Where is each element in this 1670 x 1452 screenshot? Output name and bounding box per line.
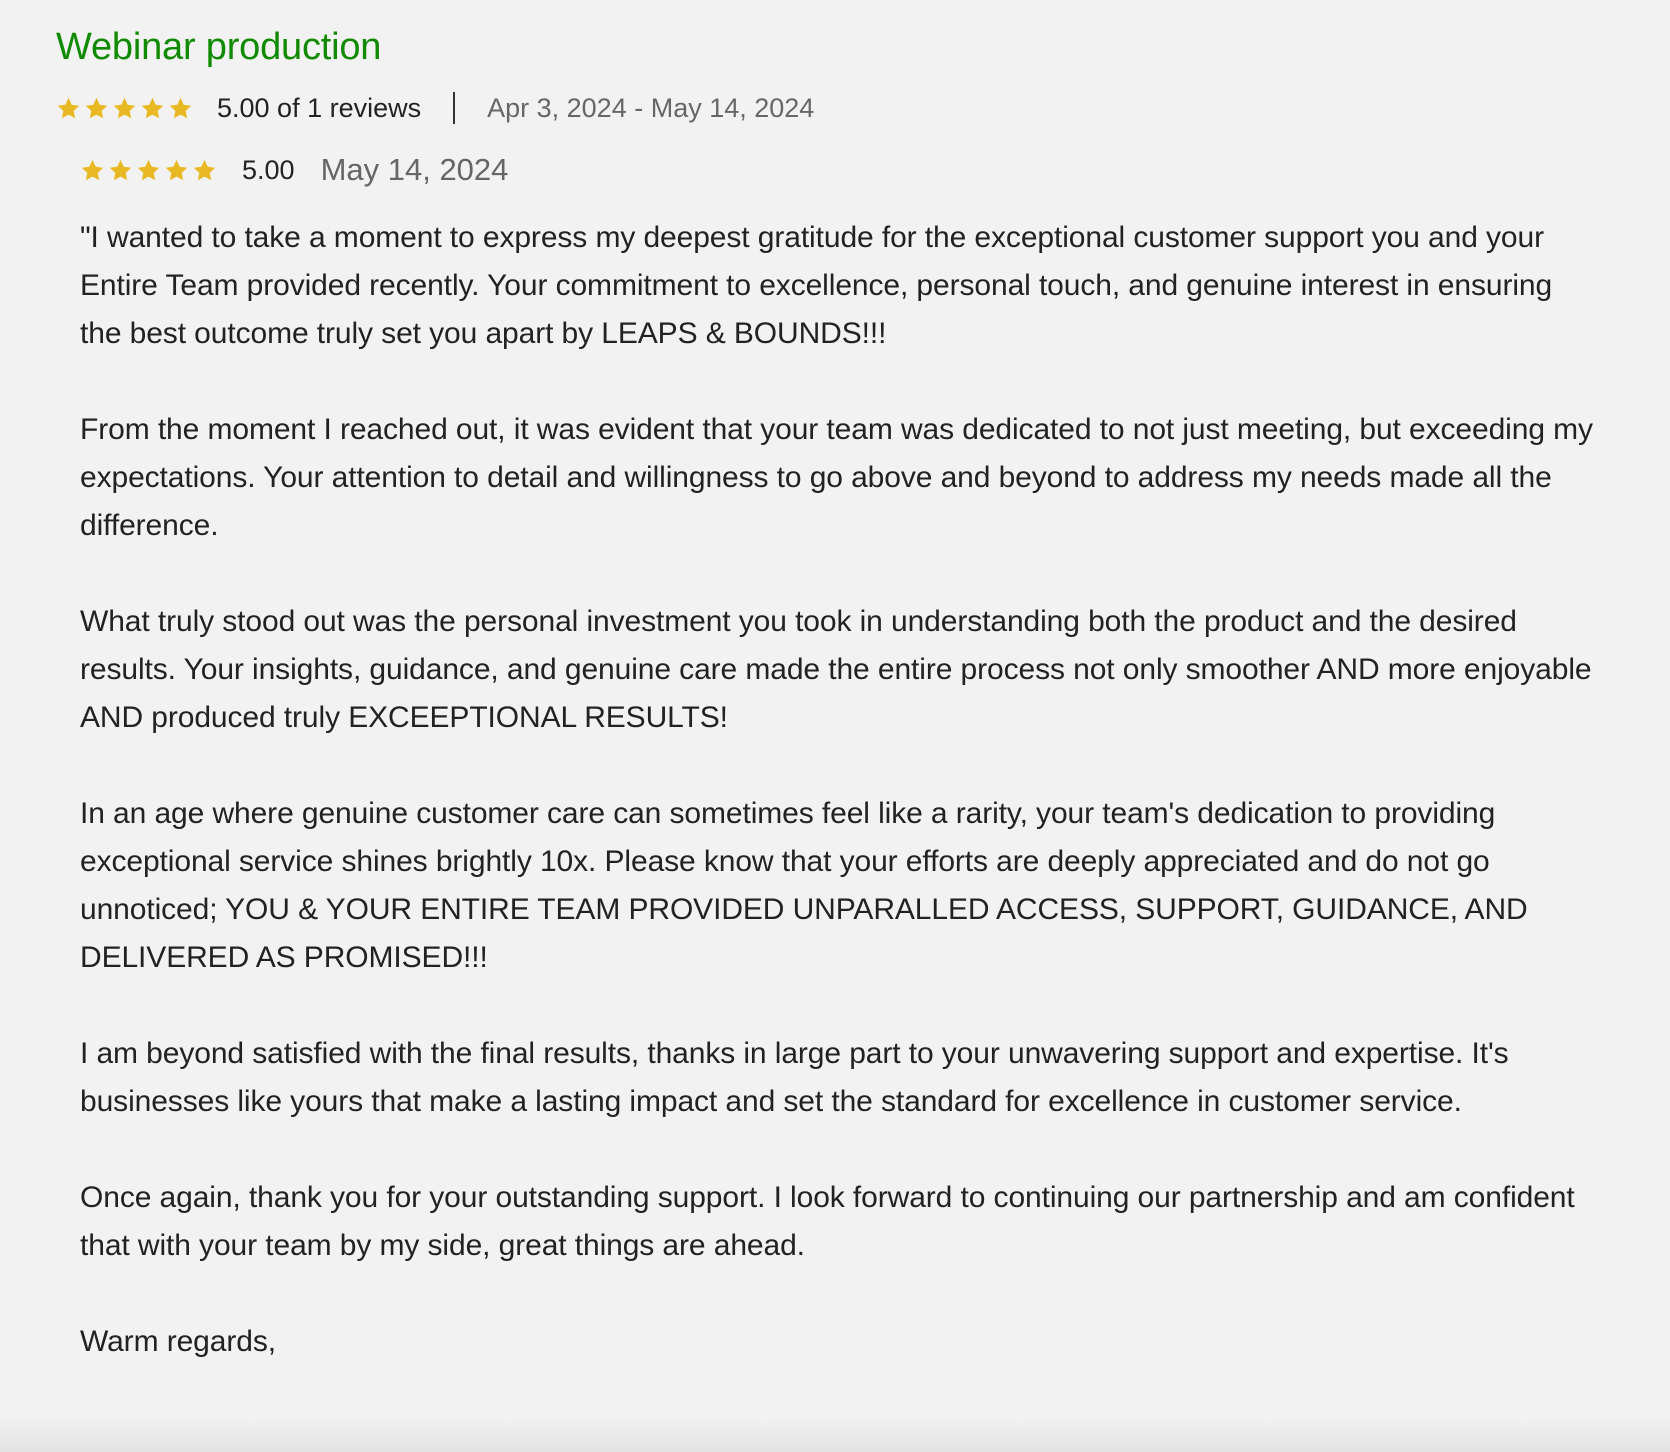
review-paragraph: I am beyond satisfied with the final results, thanks in large part to your unwavering support and expertise. It's businesses like yours that make a lasting impact and set the standard for excellence in customer service. [80, 1037, 1509, 1118]
summary-star-rating [56, 96, 193, 121]
star-icon [136, 158, 161, 183]
review-text [80, 214, 1600, 1366]
star-icon [192, 158, 217, 183]
summary-rating-text: 5.00 of 1 reviews [217, 92, 422, 123]
scroll-fade [0, 1418, 1670, 1452]
rating-summary [56, 88, 1616, 128]
contract-date-range: Apr 3, 2024 - May 14, 2024 [487, 92, 815, 123]
star-icon [112, 96, 137, 121]
divider [453, 92, 455, 124]
review-paragraph: From the moment I reached out, it was evident that your team was dedicated to not just meeting, but exceeding my expectations. Your attention to detail and willingness to go above and beyond to address my needs made all the difference. [80, 413, 1593, 542]
review-star-rating [80, 158, 217, 183]
star-icon [56, 96, 81, 121]
review-header [80, 148, 1616, 192]
star-icon [80, 158, 105, 183]
star-icon [84, 96, 109, 121]
job-title-link[interactable]: Webinar production [56, 26, 382, 68]
review-paragraph: Once again, thank you for your outstanding support. I look forward to continuing our partnership and am confident that with your team by my side, great things are ahead. [80, 1181, 1575, 1262]
review-paragraph: In an age where genuine customer care can sometimes feel like a rarity, your team's dedication to providing exceptional service shines brightly 10x. Please know that your efforts are deeply appreciated and do not go unnoticed; YOU & YOUR ENTIRE TEAM PROVIDED UNPARALLED ACCESS, SUPPORT, GUIDANCE, AND DELIVERED AS PROMISED!!! [80, 797, 1528, 974]
review-paragraph: "I wanted to take a moment to express my deepest gratitude for the exceptional customer support you and your Entire Team provided recently. Your commitment to excellence, personal touch, and genuine interest in ensuring the best outcome truly set you apart by LEAPS & BOUNDS!!! [80, 221, 1553, 350]
review-section [56, 22, 1616, 1414]
review-date: May 14, 2024 [320, 152, 509, 187]
star-icon [108, 158, 133, 183]
star-icon [164, 158, 189, 183]
review-paragraph: Warm regards, [80, 1325, 276, 1358]
star-icon [168, 96, 193, 121]
review-item [80, 148, 1616, 1366]
review-score: 5.00 [242, 154, 295, 185]
review-paragraph: What truly stood out was the personal investment you took in understanding both the product and the desired results. Your insights, guidance, and genuine care made the entire process not only smoother AND more enjoyable AND produced truly EXCEEPTIONAL RESULTS! [80, 605, 1592, 734]
star-icon [140, 96, 165, 121]
